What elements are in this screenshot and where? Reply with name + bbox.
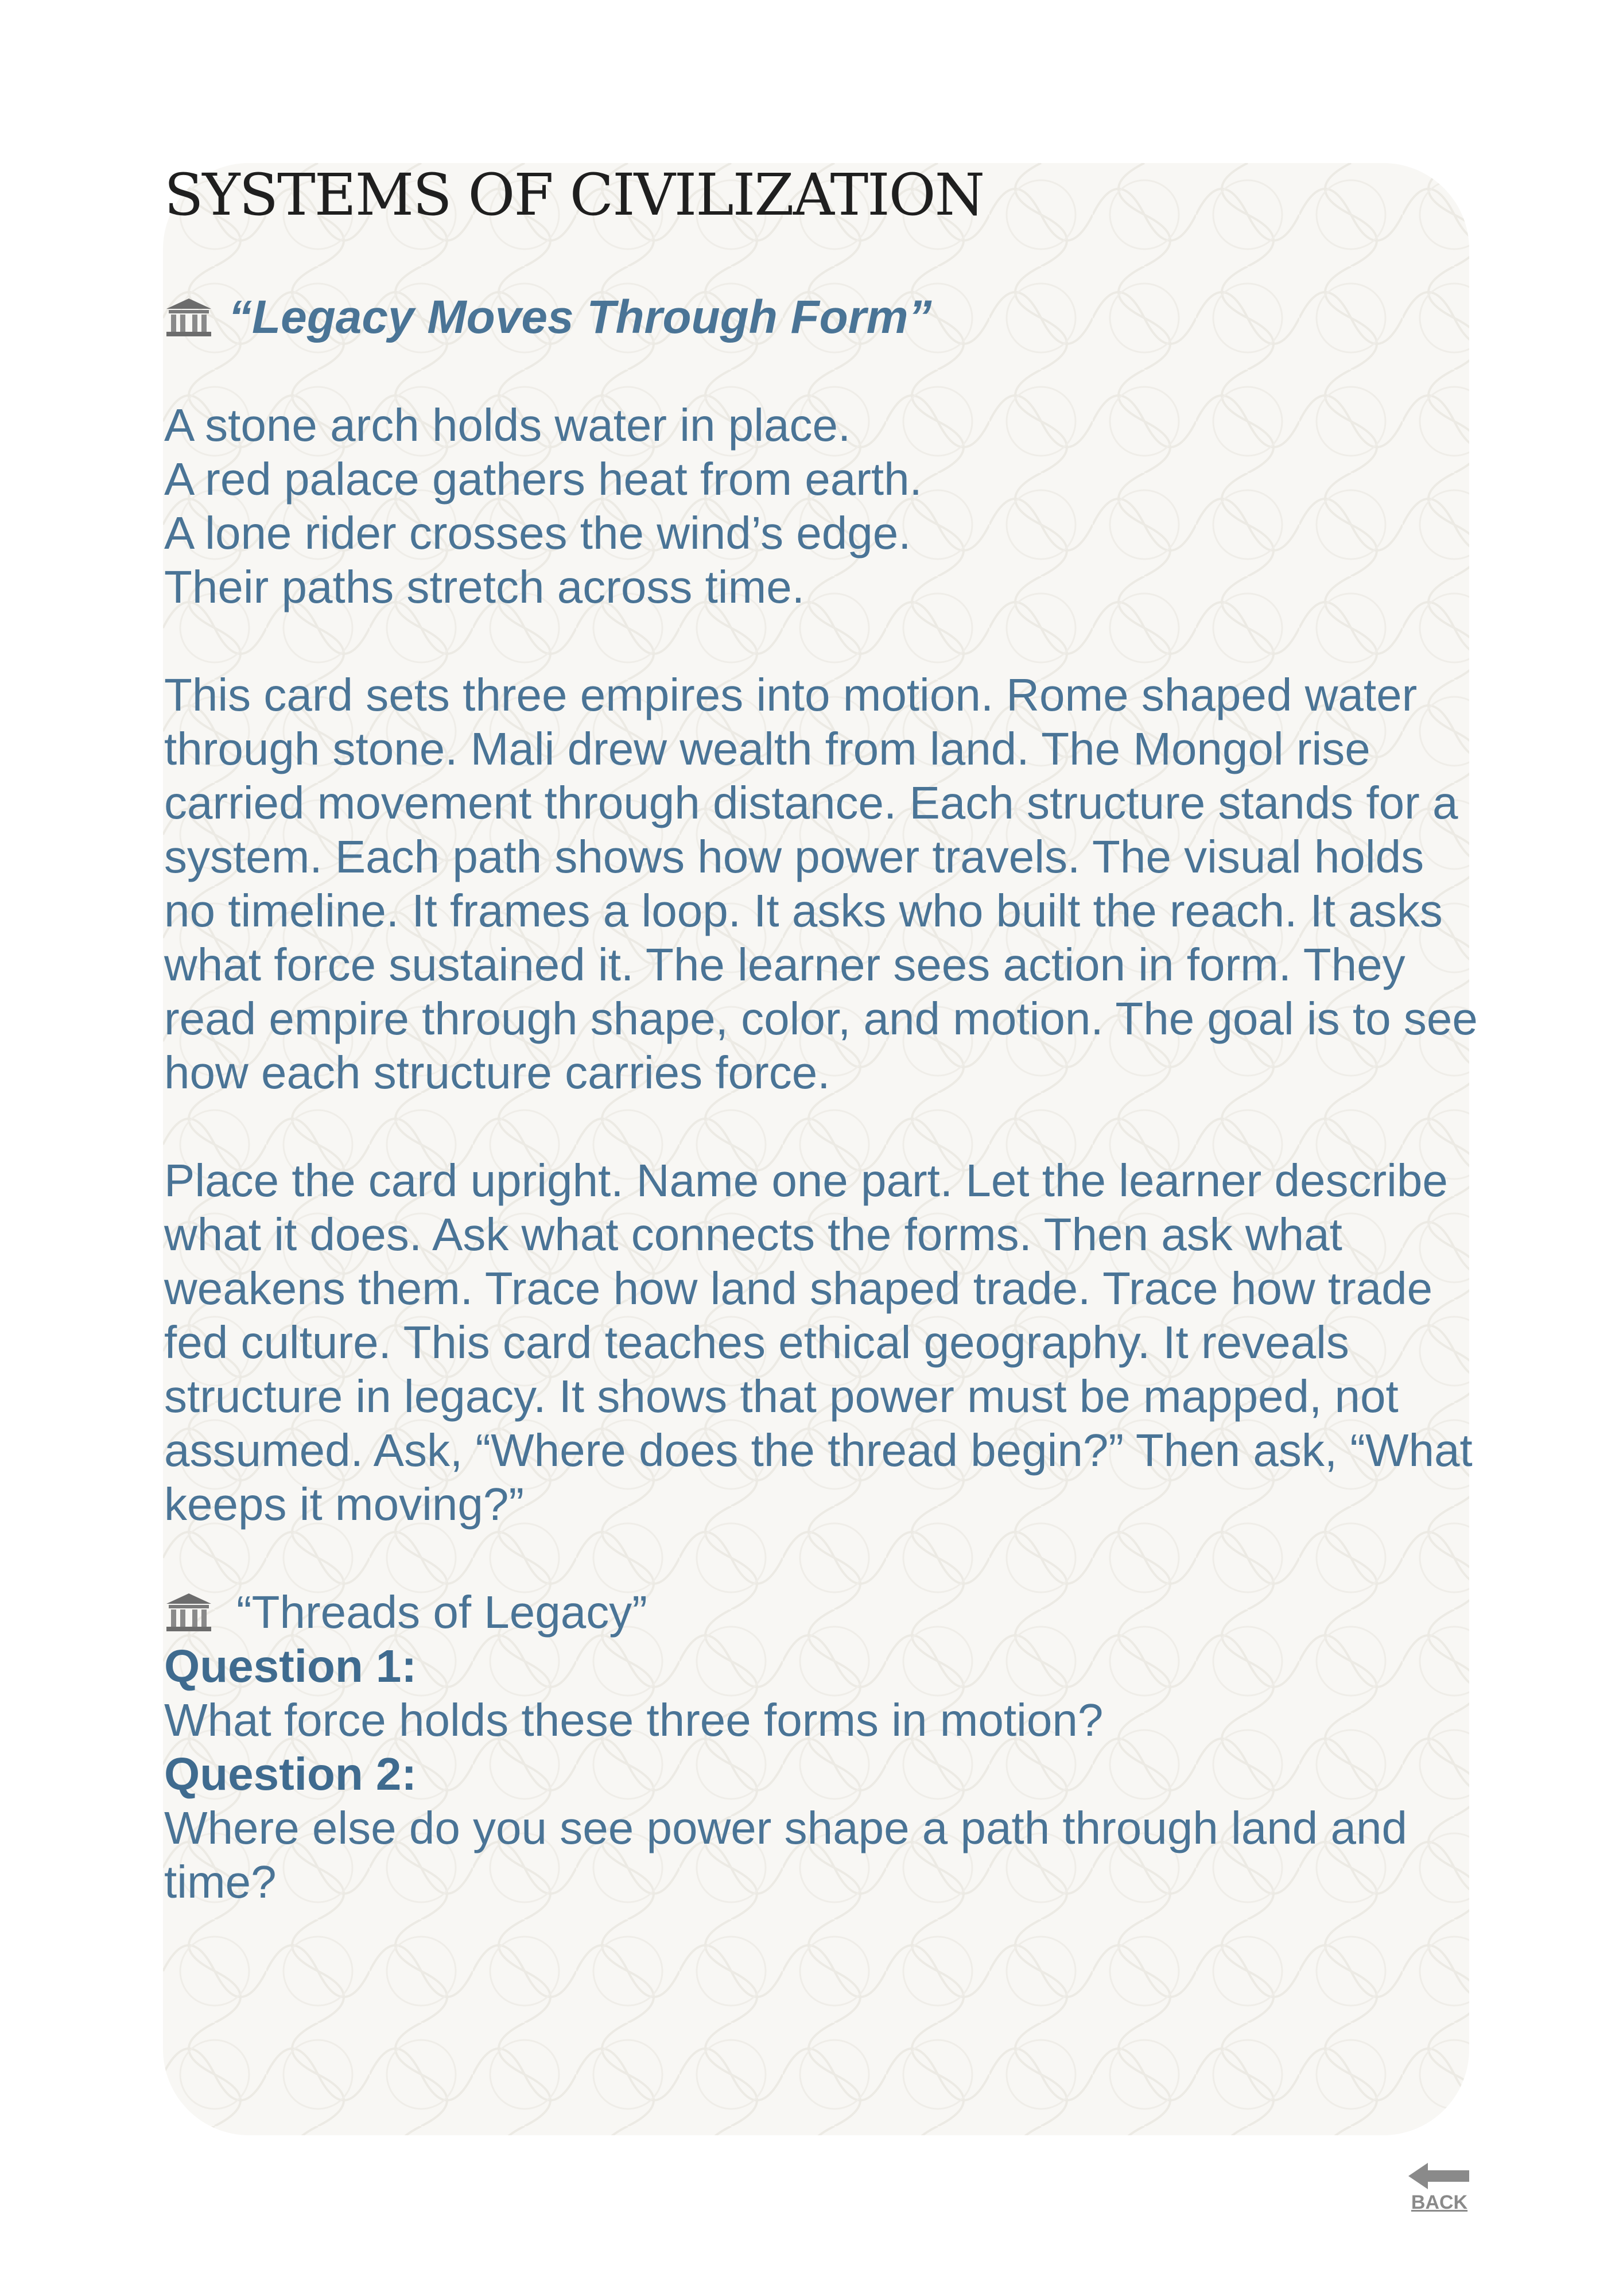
back-arrow-icon bbox=[1407, 2162, 1471, 2190]
threads-heading-text: “Threads of Legacy” bbox=[236, 1587, 647, 1638]
threads-heading bbox=[164, 1585, 1478, 1639]
page-title: SYSTEMS OF CIVILIZATION bbox=[164, 161, 984, 228]
question-block bbox=[164, 1639, 1478, 1747]
poem-line: A red palace gathers heat from earth. bbox=[164, 453, 922, 505]
back-button[interactable] bbox=[1405, 2162, 1474, 2214]
question-label: Question 1: bbox=[164, 1640, 417, 1692]
question-block bbox=[164, 1747, 1478, 1909]
poem-line: Their paths stretch across time. bbox=[164, 561, 805, 612]
back-label: BACK bbox=[1411, 2192, 1468, 2213]
question-text: What force holds these three forms in motion? bbox=[164, 1694, 1104, 1746]
paragraph-instructions: Place the card upright. Name one part. Let the learner describe what it does. Ask what connects the forms. Then ask what weakens them. Trace how land shaped trade. Trace how trade fed culture. This card teaches ethical geography. It reveals structure in legacy. It shows that power must be mapped, not assumed. Ask, “Where does the thread begin?” Then ask, “What keeps it moving?” bbox=[164, 1155, 1473, 1530]
section-heading bbox=[164, 286, 1478, 349]
classical-building-icon bbox=[164, 296, 213, 339]
section-heading-text: “Legacy Moves Through Form” bbox=[228, 291, 932, 343]
poem bbox=[164, 398, 1478, 614]
classical-building-icon bbox=[164, 1591, 213, 1634]
paragraph-description: This card sets three empires into motion. Rome shaped water through stone. Mali drew wealth from land. The Mongol rise carried movement through distance. Each structure stands for a system. Each path shows how power travels. The visual holds no timeline. It frames a loop. It asks who built the reach. It asks what force sustained it. The learner sees action in form. They read empire through shape, color, and motion. The goal is to see how each structure carries force. bbox=[164, 669, 1478, 1098]
question-label: Question 2: bbox=[164, 1748, 417, 1799]
card-content bbox=[164, 155, 1478, 1909]
poem-line: A stone arch holds water in place. bbox=[164, 400, 851, 451]
question-text: Where else do you see power shape a path through land and time? bbox=[164, 1802, 1407, 1907]
poem-line: A lone rider crosses the wind’s edge. bbox=[164, 507, 911, 559]
